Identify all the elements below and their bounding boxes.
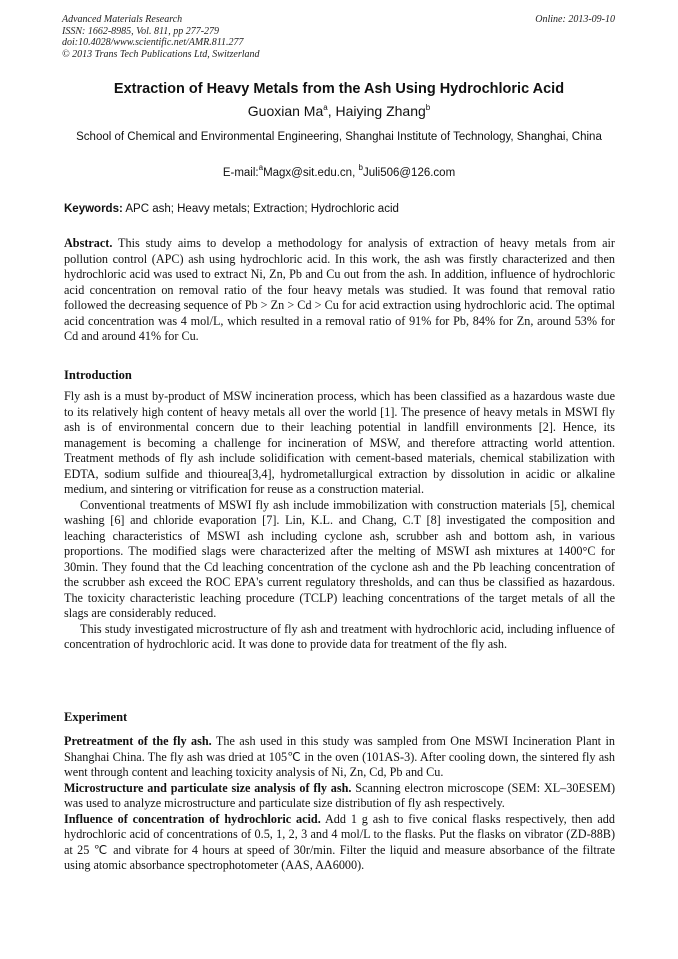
keywords-label: Keywords:	[64, 203, 123, 215]
journal-doi[interactable]: doi:10.4028/www.scientific.net/AMR.811.277	[62, 37, 244, 48]
journal-copyright: © 2013 Trans Tech Publications Ltd, Switzerland	[62, 48, 260, 60]
online-date: Online: 2013-09-10	[535, 14, 615, 25]
email-line	[40, 163, 638, 181]
paragraph-text: Add 1 g ash to five conical flasks respectively, then add hydrochloric acid of concentrations of 0.5, 1, 2, 3 and 4 mol/L to the flasks. Put the flasks on vibrator (ZD-88B) at 25 ℃ and vibrate for 4 hours at speed of 30r/min. Filter the liquid and measure absorbance of the filtrate using atomic absorbance spectrophotometer (AAS, AA6000).	[64, 811, 615, 872]
subsection-lead: Microstructure and particulate size analysis of fly ash.	[64, 780, 352, 795]
paper-title: Extraction of Heavy Metals from the Ash Using Hydrochloric Acid	[113, 81, 565, 97]
email-mark: b	[358, 163, 363, 172]
keywords	[64, 202, 616, 217]
keywords-text: APC ash; Heavy metals; Extraction; Hydrochloric acid	[122, 203, 399, 215]
author-affiliation-mark: b	[425, 103, 431, 112]
subsection-lead: Influence of concentration of hydrochloric acid.	[64, 811, 321, 826]
section-heading-introduction: Introduction	[64, 368, 132, 382]
email-label: E-mail:	[222, 167, 259, 179]
author-name: Haiying Zhang	[335, 103, 426, 119]
abstract-label: Abstract.	[64, 236, 113, 250]
author-name: Guoxian Ma	[247, 103, 324, 119]
email-address[interactable]: Juli506@126.com	[362, 167, 456, 179]
paragraph: This study investigated microstructure of fly ash and treatment with hydrochloric acid, including influence of concentration of hydrochloric acid. It was done to provide data for treatment of the fly ash.	[64, 621, 615, 651]
paragraph-text: Scanning electron microscope (SEM: XL–30ESEM) was used to analyze microstructure and particulate size distribution of fly ash respectively.	[64, 780, 616, 810]
affiliation: School of Chemical and Environmental Engineering, Shanghai Institute of Technology, Shanghai, China	[76, 131, 602, 143]
subsection-lead: Pretreatment of the fly ash.	[64, 734, 212, 748]
author-affiliation-mark: a	[323, 103, 328, 112]
paragraph: Conventional treatments of MSWI fly ash include immobilization with construction materials [5], chemical washing [6] and chloride evaporation [7]. Lin, K.L. and Chang, C.T [8] investigated the composition and leaching characteristics of MSWI ash including cyclone ash, scrubber ash and bottom ash, in various proportions. The modified slags were characterized after the melting of MSWI ash mixtures at 1400°C for 30min. They found that the Cd leaching concentration of the cyclone ash and the Pb leaching concentration of the scrubber ash exceed the ROC EPA's current regulatory thresholds, and can thus be classified as hazardous. The toxicity characteristic leaching procedure (TCLP) leaching concentrations of the target metals of all the slags are considerably reduced.	[64, 497, 615, 620]
email-address[interactable]: Magx@sit.edu.cn,	[263, 167, 359, 179]
introduction-body	[64, 389, 615, 653]
paragraph	[64, 781, 615, 812]
section-heading-experiment: Experiment	[64, 710, 128, 724]
journal-header	[62, 14, 615, 60]
journal-name: Advanced Materials Research	[62, 14, 183, 25]
journal-issn: ISSN: 1662-8985, Vol. 811, pp 277-279	[62, 25, 220, 37]
paragraph	[64, 812, 615, 874]
paragraph-text: The ash used in this study was sampled from One MSWI Incineration Plant in Shanghai China. The fly ash was dried at 105℃ in the oven (101AS-3). After cooling down, the sintered fly ash went through content and leaching toxicity analysis of Ni, Zn, Cd, Pb and Cu.	[64, 734, 615, 779]
experiment-body	[64, 734, 615, 874]
author-list	[40, 103, 638, 120]
email-mark: a	[258, 163, 264, 172]
paragraph	[64, 734, 615, 781]
author-separator: ,	[327, 103, 336, 119]
paragraph: Fly ash is a must by-product of MSW incineration process, which has been classified as a hazardous waste due to its relatively high content of heavy metals all over the world [1]. The presence of heavy metals in MSWI fly ash is of environmental concern due to their leaching potential in landfill environments [2]. Hence, its management is becoming a challenge for incineration of MSW, and therefore attracting world attention. Treatment methods of fly ash include solidification with cement-based materials, chemical stabilization with EDTA, sodium sulfide and thiourea[3,4], hydrometallurgical extraction by dissolution in acidic or alkaline medium, and sintering or vitrification for reuse as a construction material.	[64, 389, 615, 496]
abstract	[64, 236, 615, 345]
abstract-text: This study aims to develop a methodology for analysis of extraction of heavy metals from air pollution control (APC) ash using hydrochloric acid. In this work, the ash was firstly characterized and then hydrochloric acid was used to extract Ni, Zn, Pb and Cu out from the ash. In addition, influence of hydrochloric acid concentration on removal ratio of the four heavy metals was studied. It was found that removal ratio followed the decreasing sequence of Pb > Zn > Cd > Cu for acid extraction using hydrochloric acid. The optimal acid concentration was 4 mol/L, which resulted in a removal ratio of 91% for Pb, 84% for Zn, around 53% for Cd and around 41% for Cu.	[64, 236, 615, 343]
